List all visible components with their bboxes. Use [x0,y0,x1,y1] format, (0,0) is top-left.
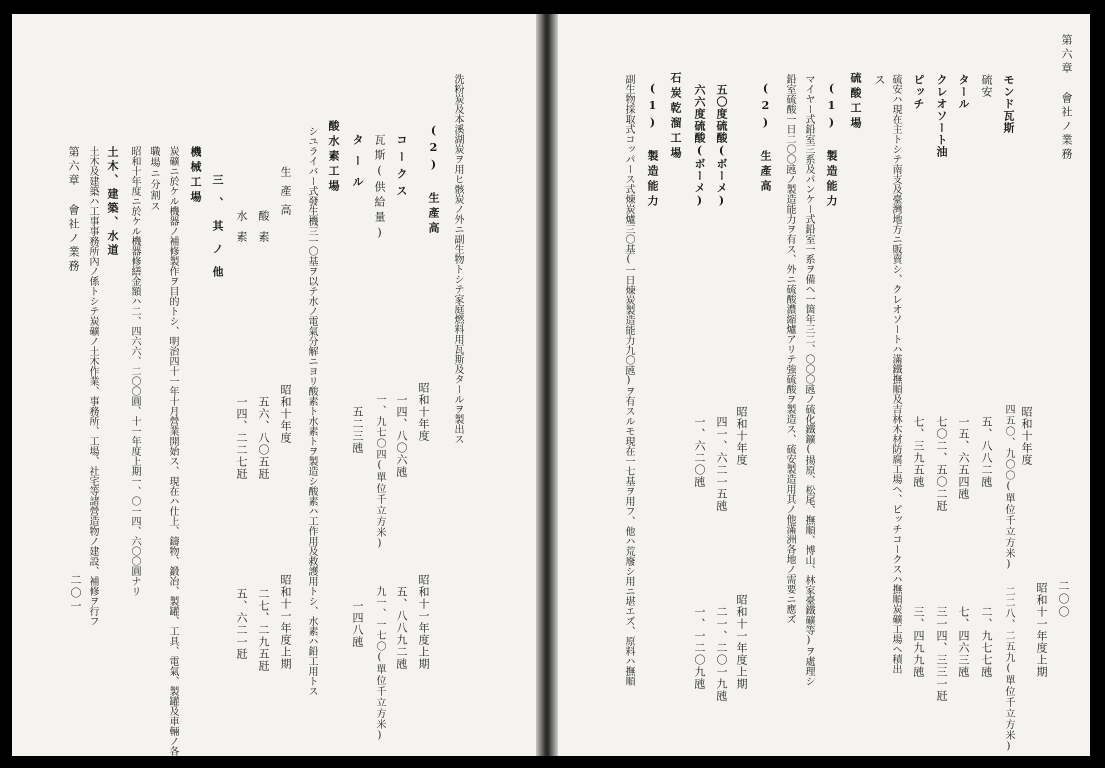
production-label: 生產高 [279,166,292,223]
body-text-line: 職場ニ分割ス [148,146,159,212]
product-fy10: 七、三九五瓲 [912,416,925,488]
product-name: 酸素 [257,210,270,252]
body-text-line: シユライバー式發生機三一〇基ヲ以テ水ノ電氣分解ニヨリ酸素ト水素トヲ製造シ酸素ハ工作用及救護用トシ、水素ハ鉛工用トス [306,126,317,696]
year-head-fy11h1: 昭和十一年度上期 [279,574,292,670]
product-name: コークス [395,134,408,202]
chapter-header: 第六章 會社ノ業務 [1060,34,1073,162]
product-fy10: 一四、八〇六瓲 [395,394,408,478]
product-fy10: 四五〇、九〇〇(單位千立方米) [1003,404,1014,571]
product-fy10: 五六、八〇五瓩 [257,396,270,480]
subsection-heading: (2) 生產高 [759,82,772,195]
body-text-line: マイヤー式鉛室三系及パンケー式鉛室一系ヲ備ヘ一箇年三二、〇〇〇瓲ノ硫化鐵鑛(揚原、松尾、撫順、博山、林家臺鐵礦等)ヲ處理シ [803,74,814,686]
product-fy11: 九一、一七〇(單位千立方米) [374,586,385,742]
product-name: 六六度硫酸(ボーメ) [693,84,706,208]
sales-text-line: 硫安ハ現在主トシテ南支及臺灣地方ニ販賣シ、クレオソートハ滿鐵撫順及吉林木材防腐工場ヘ、ピッチコークスハ撫順炭礦工場ヘ積出 [890,74,901,674]
year-head-fy11h1: 昭和十一年度上期 [417,574,430,670]
product-fy11: 二一、二〇一九瓲 [715,606,728,702]
body-text-line: 昭和十年度ニ於ケル機器修繕金額ハ二、四六六、二〇〇圓、十一年度上期一、〇一四、六〇〇圓ナリ [129,146,140,596]
product-fy10: 四一、六二一五瓲 [715,416,728,512]
page-number: 二〇一 [69,574,82,613]
product-fy10: 一、九七〇四(單位千立方米) [374,394,385,550]
product-name: ピッチ [912,74,925,110]
body-text-line: 鉛室硫酸一日二〇〇瓲ノ製造能力ヲ有ス、外ニ硫酸濃縮爐アリテ強硫酸ヲ製造ス、硫安製造用其ノ他滿洲各地ノ需要ニ應ズ [784,74,795,624]
product-fy11: 五、六二一瓩 [235,588,248,660]
right-page [558,14,1090,756]
subsection-heading: (1) 製造能力 [825,82,838,210]
left-page [12,14,536,756]
product-fy11: 二二八、二五九(單位千立方米) [1003,586,1014,753]
product-name: 五〇度硫酸(ボーメ) [715,84,728,208]
chapter-header: 第六章 會社ノ業務 [67,146,80,274]
body-text-line: 土木及建築ハ工事事務所內ノ係トシテ炭礦ノ土木作業、事務所、工場、社宅等諸營造物ノ建設、補修ヲ行フ [87,146,98,626]
body-text-line: 洗粉炭及本溪湖炭ヲ用ヒ骸炭ノ外ニ副生物トシテ家庭燃料用瓦斯及タールヲ製出ス [452,74,463,444]
product-fy11: 三、四九九瓲 [912,606,925,678]
year-head-fy10: 昭和十年度 [417,382,430,442]
year-head-fy11h1: 昭和十一年度上期 [735,594,748,690]
body-text-line: 副生物採取式コッパース式煉炭爐三〇基(一日煉炭製造能力九〇瓲)ヲ有スルモ現在一七基ヲ用フ、他ハ荒廢シ用ニ堪エズ、原料ハ撫順 [623,74,634,686]
product-fy11: 一、一二〇九瓲 [693,606,706,690]
year-head-fy10: 昭和十年度 [1020,406,1033,466]
year-head-fy11h1: 昭和十一年度上期 [1035,582,1048,678]
section-heading: 機械工場 [189,146,202,206]
product-fy10: 一四、二二七瓩 [235,396,248,480]
section-heading: 石炭乾溜工場 [669,72,682,162]
subsection-heading: (2) 生產高 [427,124,440,237]
subsection-heading: (1) 製造能力 [646,82,659,210]
section-heading: 土木、建築、水道 [106,146,119,258]
section-heading: 三、其ノ他 [211,174,224,289]
product-fy11: 五、八八九二瓲 [395,586,408,670]
sales-text-line: ス [873,74,886,86]
product-name: 水素 [235,210,248,252]
product-name: 硫安 [980,74,993,98]
product-name: 瓦斯(供給量) [373,134,386,243]
product-name: タール [351,134,364,197]
product-fy10: 五二三瓲 [351,406,364,454]
book-gutter [536,14,558,756]
product-fy11: 二、九七七瓲 [980,606,993,678]
year-head-fy10: 昭和十年度 [279,384,292,444]
product-fy11: 二七、二九五瓩 [257,588,270,672]
product-name: タール [957,74,970,110]
product-fy11: 三一四、三三一瓩 [935,606,948,702]
year-head-fy10: 昭和十年度 [735,406,748,466]
product-name: モンド瓦斯 [1002,74,1015,134]
product-fy10: 五、八八二瓲 [980,416,993,488]
product-fy10: 七〇二、五〇二瓩 [935,416,948,512]
product-fy11: 七、四六三瓲 [957,606,970,678]
section-heading: 硫酸工場 [849,72,862,132]
page-number: 二〇〇 [1057,580,1070,619]
product-fy10: 一五、六五四瓲 [957,416,970,500]
product-name: クレオソート油 [935,74,948,158]
product-fy11: 一四八瓲 [351,600,364,648]
product-fy10: 一、六二〇瓲 [693,416,706,488]
body-text-line: 炭礦ニ於ケル機器ノ補修製作ヲ目的トシ、明治四十一年十月營業開始ス、現在ハ仕上、鑄物、鍛冶、製罐、工具、電氣、製罐及車輛ノ各 [167,146,178,756]
section-heading: 酸水素工場 [327,120,340,195]
